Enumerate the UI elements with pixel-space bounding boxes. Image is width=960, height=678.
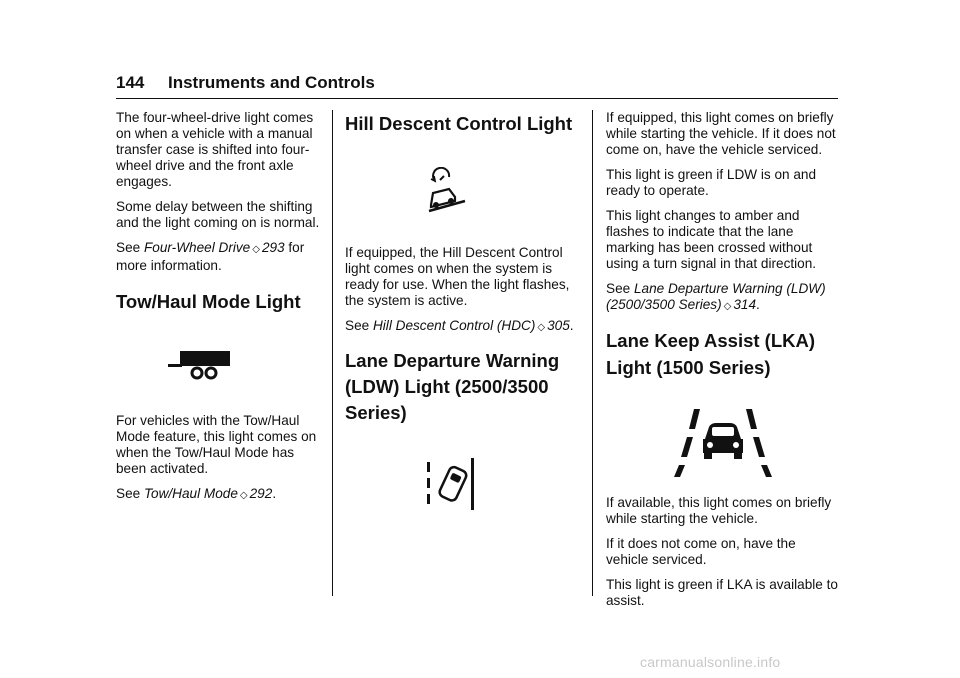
section-title: Instruments and Controls [168, 73, 375, 92]
towhaul-heading: Tow/Haul Mode Light [116, 291, 301, 312]
page-ref-icon: ◇ [537, 322, 546, 333]
hdc-paragraph: If equipped, the Hill Descent Control light comes on when the system is ready for use. When the light flashes, the system is active. [345, 245, 570, 308]
towhaul-reference-link[interactable]: Tow/Haul Mode [143, 486, 238, 501]
header-rule [116, 98, 838, 99]
page-ref-icon: ◇ [239, 490, 248, 501]
ldw-start-paragraph: If equipped, this light comes on briefly while starting the vehicle. If it does not come on, have the vehicle serviced. [606, 110, 836, 157]
watermark: carmanualsonline.info [640, 654, 781, 670]
ldw-heading: Lane Departure Warning (LDW) Light (2500/3500 Series) [345, 350, 560, 423]
towhaul-paragraph: For vehicles with the Tow/Haul Mode feature, this light comes on when the Tow/Haul Mode has been activated. [116, 413, 317, 476]
page-header [116, 70, 838, 100]
tow-haul-trailer-icon [116, 315, 321, 413]
ldw-reference: See Lane Departure Warning (LDW) (2500/3500 Series) ◇ 314. [606, 281, 826, 312]
column-1 [116, 110, 321, 513]
column-2 [345, 110, 580, 536]
lane-keep-assist-icon [606, 381, 838, 495]
lka-heading: Lane Keep Assist (LKA) Light (1500 Series) [606, 330, 816, 378]
hdc-reference-page[interactable]: 305 [547, 318, 570, 333]
hill-descent-control-icon [345, 137, 580, 245]
column-divider-2 [592, 110, 593, 596]
fwd-reference: See Four-Wheel Drive ◇ 293 for more information. [116, 240, 305, 273]
hdc-reference: See Hill Descent Control (HDC) ◇ 305. [345, 318, 574, 333]
lane-departure-warning-icon [345, 426, 580, 536]
hdc-reference-link[interactable]: Hill Descent Control (HDC) [372, 318, 536, 333]
hdc-heading: Hill Descent Control Light [345, 113, 573, 134]
page-number: 144 [116, 73, 145, 92]
fwd-reference-link[interactable]: Four-Wheel Drive [143, 240, 251, 255]
page-ref-icon: ◇ [252, 244, 260, 255]
towhaul-reference: See Tow/Haul Mode ◇ 292. [116, 486, 277, 501]
lka-green-paragraph: This light is green if LKA is available to assist. [606, 577, 838, 608]
towhaul-reference-page[interactable]: 292 [249, 486, 273, 501]
ldw-reference-link[interactable]: Lane Departure Warning (LDW) (2500/3500 Series) [606, 281, 826, 312]
ldw-reference-page[interactable]: 314 [733, 297, 757, 312]
lka-start-paragraph: If available, this light comes on briefly while starting the vehicle. [606, 495, 832, 526]
ldw-green-paragraph: This light is green if LDW is on and ready to operate. [606, 167, 817, 198]
column-3 [606, 110, 838, 618]
ldw-amber-paragraph: This light changes to amber and flashes to indicate that the lane marking has been crossed without using a turn signal in that direction. [606, 208, 817, 271]
lka-service-paragraph: If it does not come on, have the vehicle serviced. [606, 536, 796, 567]
fwd-reference-page[interactable]: 293 [261, 240, 285, 255]
fwd-paragraph: The four-wheel-drive light comes on when a vehicle with a manual transfer case is shifted into four-wheel drive and the front axle engages. [116, 110, 314, 189]
column-divider-1 [332, 110, 333, 596]
delay-paragraph: Some delay between the shifting and the light coming on is normal. [116, 199, 320, 230]
page-ref-icon: ◇ [723, 301, 732, 312]
